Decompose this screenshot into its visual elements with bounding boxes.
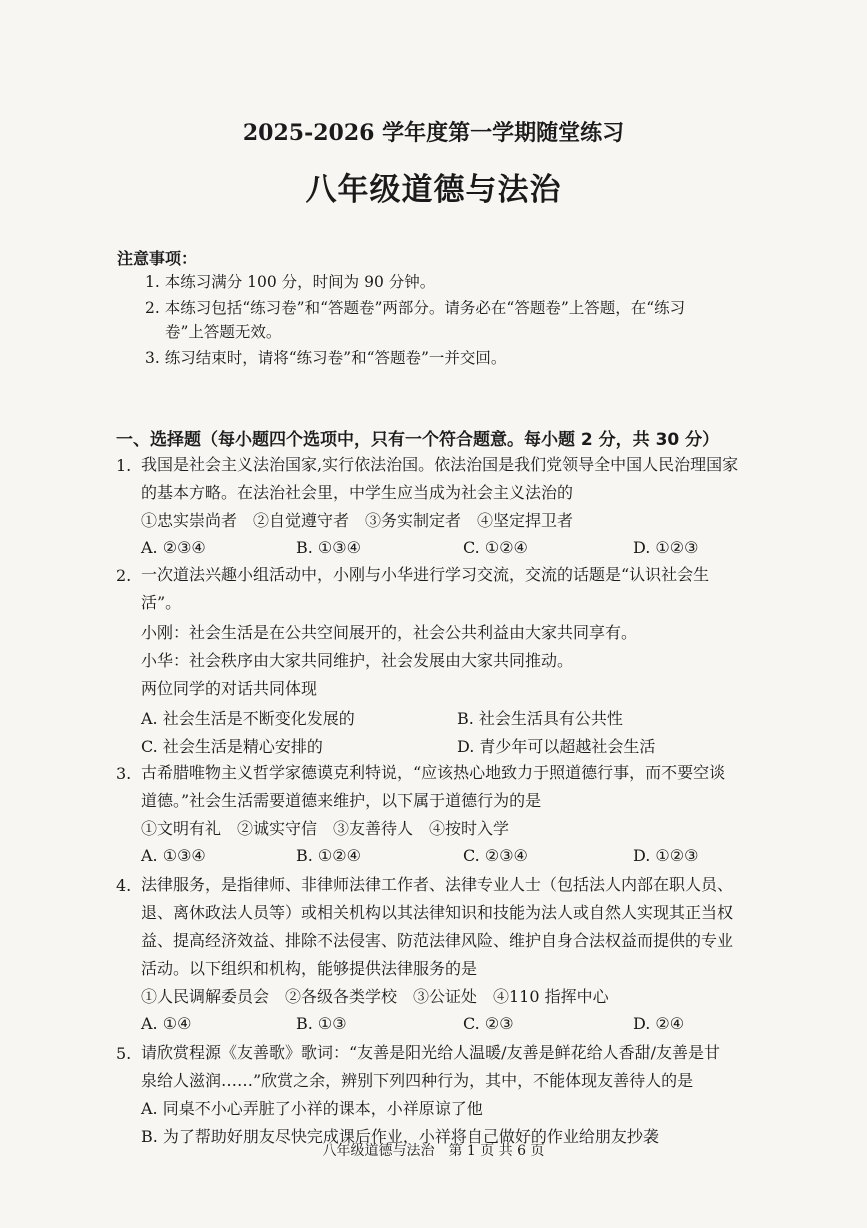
question-number: 3. bbox=[116, 764, 132, 783]
notice-item-2: 2. 本练习包括“练习卷”和“答题卷”两部分。请务必在“答题卷”上答题，在“练习 bbox=[145, 299, 686, 317]
notice-item-2-cont: 卷”上答题无效。 bbox=[165, 323, 282, 341]
question-number: 4. bbox=[116, 876, 132, 895]
question-text: 退、离休政法人员等）或相关机构以其法律知识和技能为法人或自然人实现其正当权 bbox=[141, 903, 734, 922]
option-c: C. ②③ bbox=[463, 1014, 514, 1033]
dialogue-line: 小刚：社会生活是在公共空间展开的，社会公共利益由大家共同享有。 bbox=[141, 623, 638, 642]
question-statements: ①文明有礼 ②诚实守信 ③友善待人 ④按时入学 bbox=[141, 819, 510, 838]
option-b: B. ①③ bbox=[296, 1014, 347, 1033]
question-text: 我国是社会主义法治国家,实行依法治国。依法治国是我们党领导全中国人民治理国家 bbox=[141, 455, 739, 474]
question-statements: ①忠实崇尚者 ②自觉遵守者 ③务实制定者 ④坚定捍卫者 bbox=[141, 511, 574, 530]
option-a: A. ①④ bbox=[141, 1014, 192, 1033]
option-c: C. ②③④ bbox=[463, 846, 528, 865]
page-footer: 八年级道德与法治 第 1 页 共 6 页 bbox=[322, 1143, 545, 1159]
question-text: 活”。 bbox=[141, 593, 182, 612]
question-number: 1. bbox=[116, 456, 132, 475]
option-c: C. ①②④ bbox=[463, 538, 528, 557]
option-a: A. ②③④ bbox=[141, 538, 206, 557]
option-a: A. 同桌不小心弄脏了小祥的课本，小祥原谅了他 bbox=[141, 1099, 483, 1118]
answer-options bbox=[141, 538, 721, 560]
section-heading: 一、选择题（每小题四个选项中，只有一个符合题意。每小题 2 分，共 30 分） bbox=[116, 430, 720, 450]
option-a: A. ①③④ bbox=[141, 846, 206, 865]
question-text: 道德。”社会生活需要道德来维护，以下属于道德行为的是 bbox=[141, 791, 542, 810]
answer-options bbox=[141, 734, 721, 756]
question-prompt: 两位同学的对话共同体现 bbox=[141, 679, 318, 698]
option-d: D. ②④ bbox=[633, 1014, 685, 1033]
subject-title: 八年级道德与法治 bbox=[305, 172, 562, 208]
option-b: B. ①③④ bbox=[296, 538, 361, 557]
dialogue-line: 小华：社会秩序由大家共同维护，社会发展由大家共同推动。 bbox=[141, 651, 574, 670]
option-c: C. 社会生活是精心安排的 bbox=[141, 737, 323, 756]
option-d: D. ①②③ bbox=[633, 538, 699, 557]
option-b: B. 社会生活具有公共性 bbox=[457, 709, 623, 728]
question-number: 5. bbox=[116, 1044, 132, 1063]
option-a: A. 社会生活是不断变化发展的 bbox=[141, 709, 355, 728]
answer-options bbox=[141, 846, 721, 868]
question-number: 2. bbox=[116, 566, 132, 585]
question-text: 活动。以下组织和机构，能够提供法律服务的是 bbox=[141, 959, 478, 978]
question-text: 法律服务，是指律师、非律师法律工作者、法律专业人士（包括法人内部在职人员、 bbox=[141, 875, 734, 894]
question-text: 益、提高经济效益、排除不法侵害、防范法律风险、维护自身合法权益而提供的专业 bbox=[141, 931, 734, 950]
option-d: D. ①②③ bbox=[633, 846, 699, 865]
question-text: 一次道法兴趣小组活动中，小刚与小华进行学习交流，交流的话题是“认识社会生 bbox=[141, 565, 710, 584]
option-d: D. 青少年可以超越社会生活 bbox=[457, 737, 656, 756]
notice-item-3: 3. 练习结束时，请将“练习卷”和“答题卷”一并交回。 bbox=[145, 349, 507, 367]
exam-title: 2025-2026 学年度第一学期随堂练习 bbox=[242, 120, 625, 146]
option-b: B. ①②④ bbox=[296, 846, 361, 865]
question-text: 的基本方略。在法治社会里，中学生应当成为社会主义法治的 bbox=[141, 483, 574, 502]
notice-heading: 注意事项： bbox=[117, 249, 198, 268]
question-text: 古希腊唯物主义哲学家德谟克利特说，“应该热心地致力于照道德行事，而不要空谈 bbox=[141, 763, 726, 782]
question-statements: ①人民调解委员会 ②各级各类学校 ③公证处 ④110 指挥中心 bbox=[141, 987, 609, 1006]
option-b: B. 为了帮助好朋友尽快完成课后作业，小祥将自己做好的作业给朋友抄袭 bbox=[141, 1127, 659, 1146]
answer-options bbox=[141, 1014, 721, 1036]
question-text: 泉给人滋润……”欣赏之余，辨别下列四种行为，其中，不能体现友善待人的是 bbox=[141, 1071, 694, 1090]
answer-options bbox=[141, 706, 721, 728]
question-text: 请欣赏程源《友善歌》歌词：“友善是阳光给人温暖/友善是鲜花给人香甜/友善是甘 bbox=[141, 1043, 720, 1062]
notice-item-1: 1. 本练习满分 100 分，时间为 90 分钟。 bbox=[145, 273, 436, 291]
